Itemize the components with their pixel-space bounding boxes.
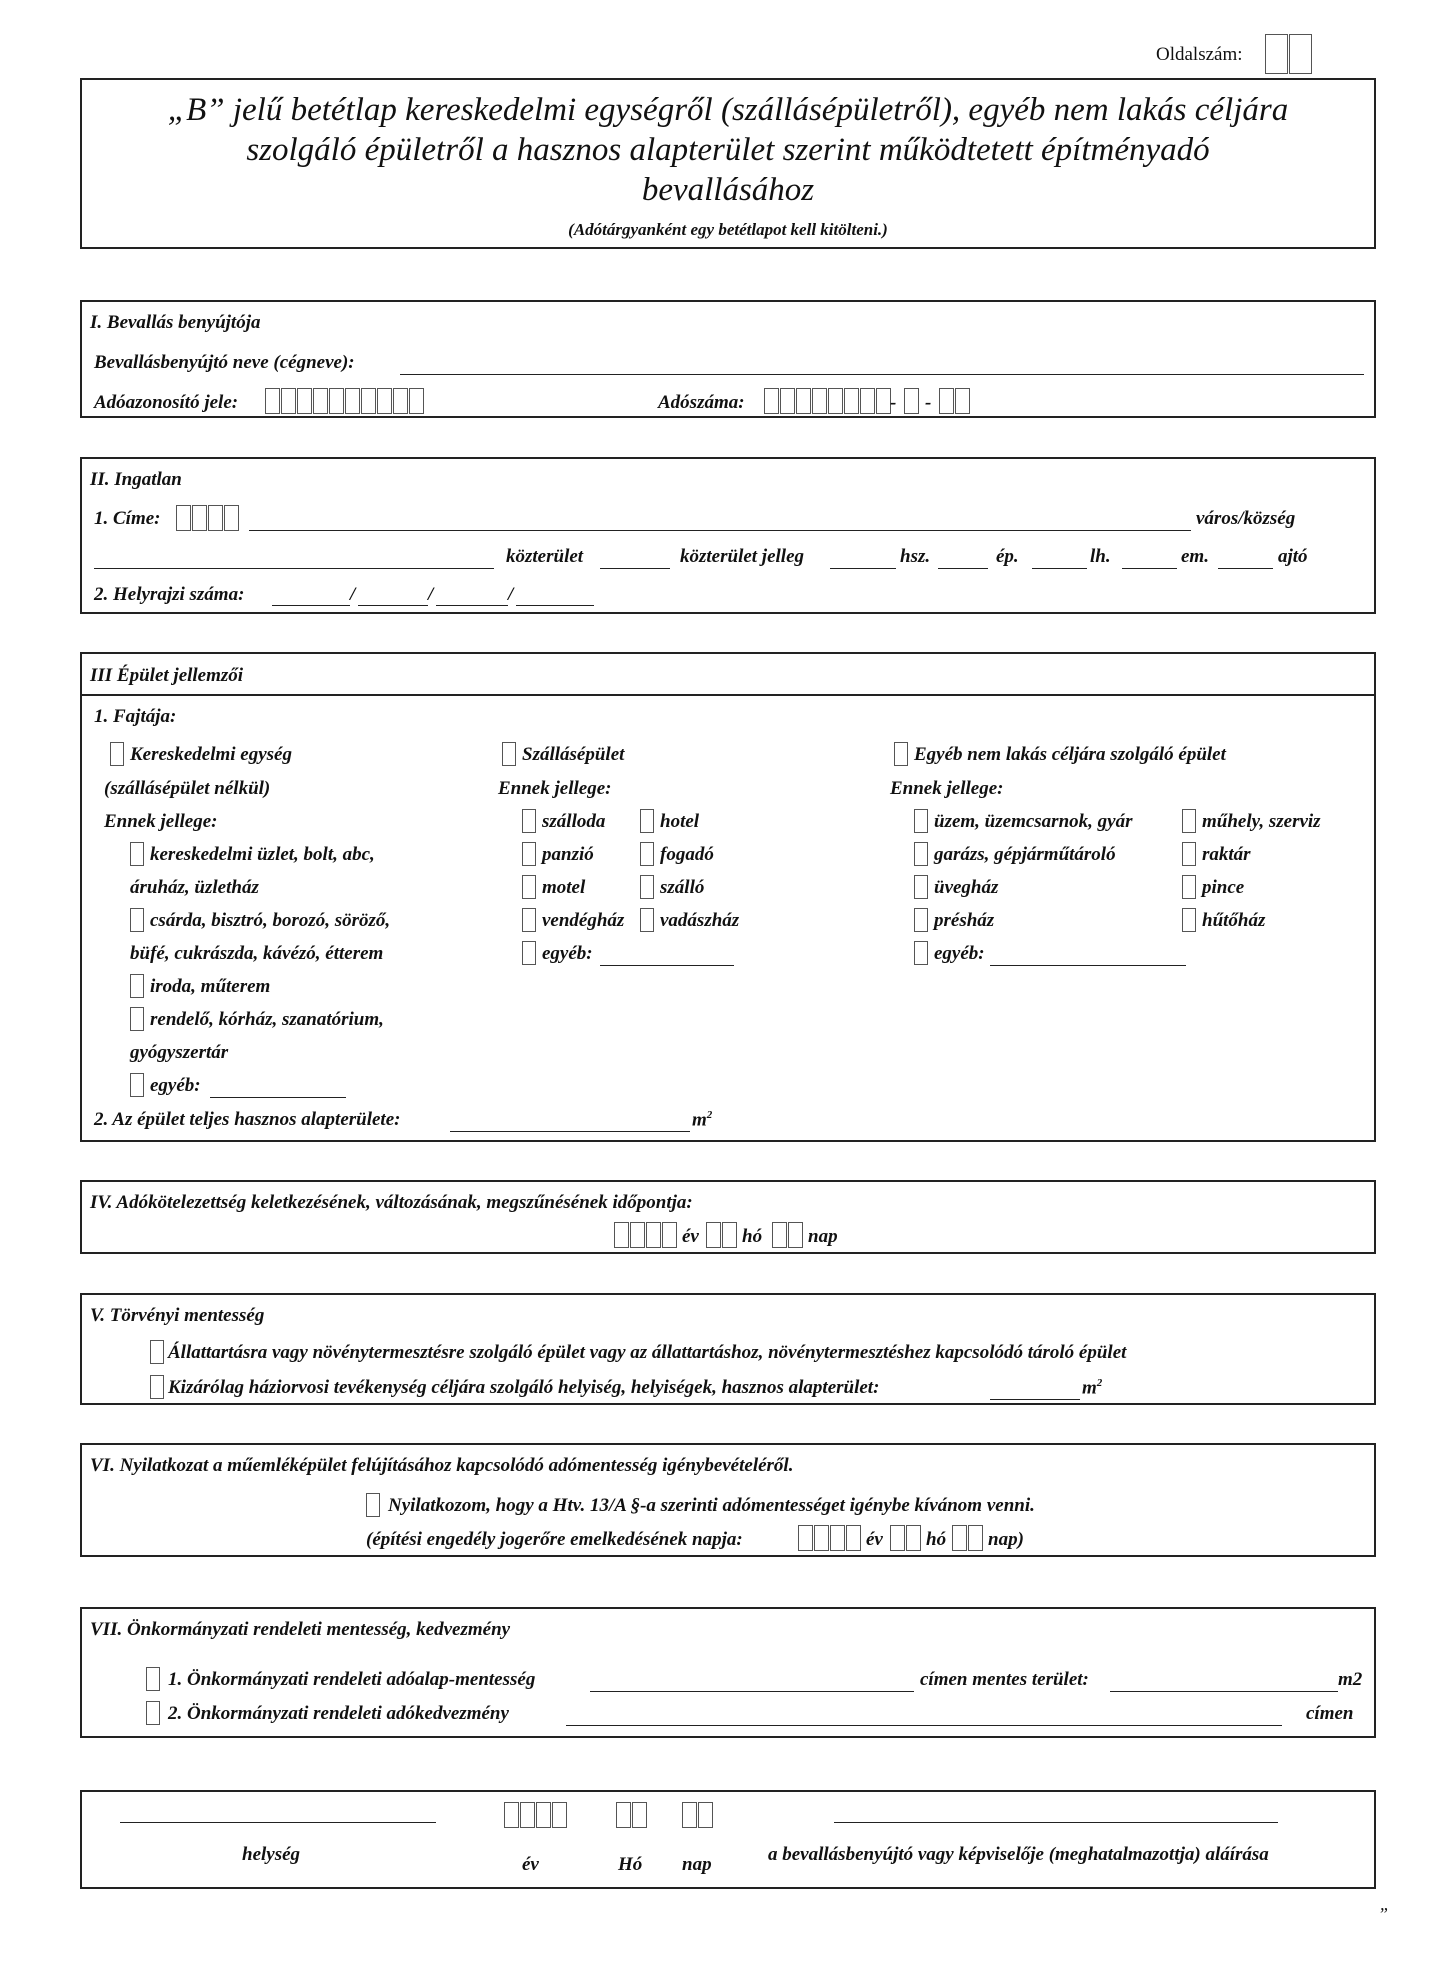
pension-checkbox[interactable] <box>522 842 536 866</box>
dash-1: - <box>890 392 897 413</box>
restaurant-label-cont: büfé, cukrászda, kávézó, étterem <box>130 943 384 964</box>
permit-year-label: év <box>866 1529 883 1550</box>
section-4-title: IV. Adókötelezettség keletkezésének, változásának, megszűnésének időpontja: <box>90 1192 693 1213</box>
door-field[interactable] <box>1218 568 1273 569</box>
lot-slash-3: / <box>508 584 514 605</box>
liability-day-label: nap <box>808 1226 838 1247</box>
col3-other-label: egyéb: <box>934 943 985 964</box>
place-label: helység <box>242 1844 301 1865</box>
signature-section <box>80 1790 1376 1889</box>
monument-exemption-checkbox[interactable] <box>366 1493 380 1517</box>
section-7-title: VII. Önkormányzati rendeleti mentesség, kedvezmény <box>90 1619 511 1640</box>
sign-year-boxes[interactable] <box>504 1802 568 1828</box>
staircase-field[interactable] <box>1032 568 1087 569</box>
city-field[interactable] <box>249 530 1191 531</box>
guesthouse-label: vendégház <box>542 910 625 931</box>
form-subtitle: (Adótárgyanként egy betétlapot kell kitölteni.) <box>568 220 888 239</box>
building-field[interactable] <box>938 568 988 569</box>
applicant-name-field[interactable] <box>400 374 1364 375</box>
address-label: 1. Címe: <box>94 508 161 529</box>
sign-day-label: nap <box>682 1854 712 1875</box>
floor-area-label: 2. Az épület teljes hasznos alapterülete: <box>94 1109 401 1130</box>
cold-store-label: hűtőház <box>1202 910 1266 931</box>
tax-id-label: Adóazonosító jele: <box>94 392 239 413</box>
warehouse-label: raktár <box>1202 844 1251 865</box>
street-field[interactable] <box>94 568 494 569</box>
section-4 <box>80 1180 1376 1254</box>
office-checkbox[interactable] <box>130 974 144 998</box>
liability-month-boxes[interactable] <box>706 1222 738 1248</box>
section-6 <box>80 1443 1376 1557</box>
restaurant-checkbox[interactable] <box>130 908 144 932</box>
gp-area-field[interactable] <box>990 1399 1080 1400</box>
hotel-szalloda-checkbox[interactable] <box>522 809 536 833</box>
lot-field-3[interactable] <box>436 605 508 606</box>
commercial-unit-checkbox[interactable] <box>110 742 124 766</box>
sign-month-label: Hó <box>618 1854 643 1875</box>
section-5 <box>80 1293 1376 1405</box>
garage-label: garázs, gépjárműtároló <box>934 844 1116 865</box>
page-number-label: Oldalszám: <box>1156 44 1243 65</box>
closing-quote: ” <box>1378 1904 1389 1924</box>
building-type-label: 1. Fajtája: <box>94 706 177 727</box>
commercial-unit-label: Kereskedelmi egység <box>130 744 292 765</box>
floor-area-field[interactable] <box>450 1131 690 1132</box>
section-2 <box>80 457 1376 614</box>
tax-id-boxes[interactable] <box>265 388 425 414</box>
lot-slash-1: / <box>350 584 356 605</box>
shop-checkbox[interactable] <box>130 842 144 866</box>
hotel-szalloda-label: szálloda <box>542 811 606 832</box>
local-discount-title-field[interactable] <box>566 1725 1282 1726</box>
greenhouse-label: üvegház <box>934 877 999 898</box>
factory-label: üzem, üzemcsarnok, gyár <box>934 811 1133 832</box>
permit-day-label: nap) <box>988 1529 1024 1550</box>
col1-other-checkbox[interactable] <box>130 1073 144 1097</box>
shop-label-cont: áruház, üzletház <box>130 877 259 898</box>
col3-other-checkbox[interactable] <box>914 941 928 965</box>
ep-label: ép. <box>996 546 1019 567</box>
shop-label: kereskedelmi üzlet, bolt, abc, <box>150 844 375 865</box>
col1-other-field[interactable] <box>210 1097 346 1098</box>
form-title-line2: szolgáló épületről a hasznos alapterület szerint működtetett építményadó <box>246 132 1210 168</box>
exempt-area-label: címen mentes terület: <box>920 1669 1089 1690</box>
clinic-checkbox[interactable] <box>130 1007 144 1031</box>
local-discount-end-label: címen <box>1306 1703 1354 1724</box>
form-title-line1: „B” jelű betétlap kereskedelmi egységről (szállásépületről), egyéb nem lakás céljára <box>167 92 1289 128</box>
sign-day-boxes[interactable] <box>682 1802 714 1828</box>
agricultural-exemption-checkbox[interactable] <box>150 1340 164 1364</box>
col1-nature-label: Ennek jellege: <box>104 811 218 832</box>
house-number-field[interactable] <box>830 568 896 569</box>
guesthouse-checkbox[interactable] <box>522 908 536 932</box>
restaurant-label: csárda, bisztró, borozó, söröző, <box>150 910 391 931</box>
header-box <box>80 78 1376 249</box>
hunting-lodge-checkbox[interactable] <box>640 908 654 932</box>
hotel-label: hotel <box>660 811 700 832</box>
place-field[interactable] <box>120 1822 436 1823</box>
warehouse-checkbox[interactable] <box>1182 842 1196 866</box>
inn-checkbox[interactable] <box>640 842 654 866</box>
gp-area-unit: $m^2$ <box>1082 1377 1103 1399</box>
press-house-label: présház <box>934 910 995 931</box>
local-discount-label: 2. Önkormányzati rendeleti adókedvezmény <box>168 1703 509 1724</box>
motel-label: motel <box>542 877 586 898</box>
accommodation-checkbox[interactable] <box>502 742 516 766</box>
accommodation-label: Szállásépület <box>522 744 625 765</box>
applicant-name-label: Bevallásbenyújtó neve (cégneve): <box>94 352 355 373</box>
section-5-title: V. Törvényi mentesség <box>90 1305 265 1326</box>
lot-slash-2: / <box>428 584 434 605</box>
col3-nature-label: Ennek jellege: <box>890 778 1004 799</box>
local-discount-checkbox[interactable] <box>146 1701 160 1725</box>
permit-day-boxes[interactable] <box>952 1525 984 1551</box>
workshop-label: műhely, szerviz <box>1202 811 1321 832</box>
col2-other-label: egyéb: <box>542 943 593 964</box>
floor-area-unit: $m^2$ <box>692 1109 713 1131</box>
section-7 <box>80 1607 1376 1738</box>
col2-nature-label: Ennek jellege: <box>498 778 612 799</box>
form-title-line3: bevallásához <box>641 172 815 208</box>
tax-number-boxes[interactable] <box>764 388 892 414</box>
lot-field-4[interactable] <box>516 605 594 606</box>
permit-month-boxes[interactable] <box>890 1525 922 1551</box>
sign-year-label: év <box>522 1854 539 1875</box>
section-3-divider <box>82 694 1374 696</box>
tax-number-end-boxes[interactable] <box>939 388 971 414</box>
lh-label: lh. <box>1090 546 1111 567</box>
motel-checkbox[interactable] <box>522 875 536 899</box>
permit-month-label: hó <box>926 1529 947 1550</box>
local-base-exemption-label: 1. Önkormányzati rendeleti adóalap-mentesség <box>168 1669 536 1690</box>
lot-number-label: 2. Helyrajzi száma: <box>94 584 245 605</box>
permit-year-boxes[interactable] <box>798 1525 862 1551</box>
hostel-label: szálló <box>660 877 705 898</box>
section-2-title: II. Ingatlan <box>90 469 182 490</box>
other-building-label: Egyéb nem lakás céljára szolgáló épület <box>914 744 1226 765</box>
greenhouse-checkbox[interactable] <box>914 875 928 899</box>
cold-store-checkbox[interactable] <box>1182 908 1196 932</box>
liability-year-label: év <box>682 1226 699 1247</box>
tax-number-label: Adószáma: <box>658 392 745 413</box>
street-type-label: közterület jelleg <box>680 546 805 567</box>
permit-date-label: (építési engedély jogerőre emelkedésének napja: <box>366 1529 743 1550</box>
workshop-checkbox[interactable] <box>1182 809 1196 833</box>
page-number-boxes[interactable] <box>1265 34 1313 74</box>
section-1-title: I. Bevallás benyújtója <box>90 312 261 333</box>
garage-checkbox[interactable] <box>914 842 928 866</box>
clinic-label: rendelő, kórház, szanatórium, <box>150 1009 384 1030</box>
hostel-checkbox[interactable] <box>640 875 654 899</box>
sign-month-boxes[interactable] <box>616 1802 648 1828</box>
commercial-unit-note: (szállásépület nélkül) <box>104 778 271 799</box>
gp-exemption-checkbox[interactable] <box>150 1375 164 1399</box>
inn-label: fogadó <box>660 844 714 865</box>
section-6-title: VI. Nyilatkozat a műemléképület felújításához kapcsolódó adómentesség igénybevételéről. <box>90 1455 794 1476</box>
section-1 <box>80 300 1376 418</box>
factory-checkbox[interactable] <box>914 809 928 833</box>
hsz-label: hsz. <box>900 546 931 567</box>
col2-other-field[interactable] <box>600 965 734 966</box>
signature-field[interactable] <box>834 1822 1278 1823</box>
office-label: iroda, műterem <box>150 976 271 997</box>
liability-month-label: hó <box>742 1226 763 1247</box>
street-label: közterület <box>506 546 584 567</box>
local-base-exemption-title-field[interactable] <box>590 1691 914 1692</box>
exempt-area-field[interactable] <box>1110 1691 1338 1692</box>
hunting-lodge-label: vadászház <box>660 910 740 931</box>
postcode-boxes[interactable] <box>176 505 240 531</box>
lot-field-1[interactable] <box>272 605 350 606</box>
dash-2: - <box>925 392 932 413</box>
local-base-exemption-checkbox[interactable] <box>146 1667 160 1691</box>
col2-other-checkbox[interactable] <box>522 941 536 965</box>
door-label: ajtó <box>1278 546 1308 567</box>
liability-year-boxes[interactable] <box>614 1222 678 1248</box>
other-building-checkbox[interactable] <box>894 742 908 766</box>
liability-day-boxes[interactable] <box>772 1222 804 1248</box>
tax-number-mid-box[interactable] <box>904 388 920 414</box>
pension-label: panzió <box>542 844 594 865</box>
signature-label: a bevallásbenyújtó vagy képviselője (meghatalmazottja) aláírása <box>768 1844 1269 1865</box>
em-label: em. <box>1181 546 1209 567</box>
section-3-title: III Épület jellemzői <box>90 665 244 686</box>
exempt-area-unit: m2 <box>1338 1669 1363 1690</box>
lot-field-2[interactable] <box>358 605 428 606</box>
gp-exemption-label: Kizárólag háziorvosi tevékenység céljára szolgáló helyiség, helyiségek, hasznos alapterület: <box>168 1377 880 1398</box>
agricultural-exemption-label: Állattartásra vagy növénytermesztésre szolgáló épület vagy az állattartáshoz, növénytermesztéshez kapcsolódó tároló épület <box>168 1342 1127 1363</box>
street-type-field[interactable] <box>600 568 670 569</box>
floor-field[interactable] <box>1122 568 1177 569</box>
section-3 <box>80 652 1376 1142</box>
col1-other-label: egyéb: <box>150 1075 201 1096</box>
hotel-checkbox[interactable] <box>640 809 654 833</box>
clinic-label-cont: gyógyszertár <box>130 1042 229 1063</box>
col3-other-field[interactable] <box>990 965 1186 966</box>
cellar-label: pince <box>1202 877 1245 898</box>
monument-statement: Nyilatkozom, hogy a Htv. 13/A §-a szerinti adómentességet igénybe kívánom venni. <box>388 1495 1035 1516</box>
city-label: város/község <box>1196 508 1296 529</box>
cellar-checkbox[interactable] <box>1182 875 1196 899</box>
press-house-checkbox[interactable] <box>914 908 928 932</box>
